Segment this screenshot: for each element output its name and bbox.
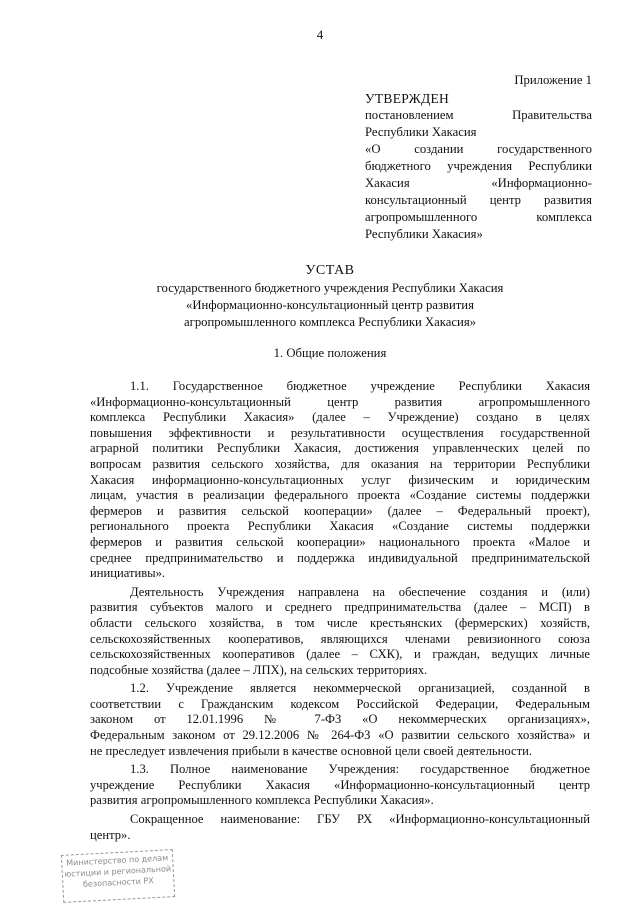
paragraph-line: «Информационно-консультационный центр развития агропромышленного [90, 394, 590, 409]
appendix-line: бюджетного учреждения Республики [365, 159, 592, 173]
paragraph-line: центр». [90, 827, 131, 842]
paragraph-line: законом от 12.01.1996 № 7-ФЗ «О некоммерческих организациях», [90, 712, 590, 727]
body-text [90, 379, 590, 846]
paragraph-line: аграрной политики Республики Хакасия, достижения управленческих целей по [90, 441, 590, 456]
stamp-line: юстиции и региональной [64, 864, 172, 879]
paragraph-line: инициативы». [90, 566, 166, 581]
paragraph-line: подсобные хозяйства (далее – ЛПХ), на сельских территориях. [90, 662, 428, 677]
page-number: 4 [316, 27, 324, 42]
paragraph-line: регионального проекта Республики Хакасия «Создание системы поддержки [90, 519, 590, 534]
paragraph-line: Сокращенное наименование: ГБУ РХ «Информационно-консультационный [130, 812, 590, 827]
paragraph-line: соответствии с Гражданским кодексом Российской Федерации, Федеральным [90, 696, 590, 711]
title-line: государственного бюджетного учреждения Республики Хакасия [156, 281, 504, 295]
paragraph-line: учреждение Республики Хакасия «Информационно-консультационный центр [90, 777, 590, 792]
appendix-line: Хакасия «Информационно- [365, 176, 592, 190]
stamp-line: Министерство по делам [66, 853, 169, 868]
paragraph-line: области сельского хозяйства, в том числе крестьянских (фермерских) хозяйств, [90, 615, 590, 630]
paragraph-line: Деятельность Учреждения направлена на обеспечение создания и (или) [130, 584, 590, 599]
paragraph-line: вопросам развития сельского хозяйства, для оказания на территории Республики [90, 456, 590, 471]
paragraph-line: не преследует извлечения прибыли в качестве основной цели своей деятельности. [90, 743, 532, 758]
title-lines [90, 280, 570, 331]
paragraph-line: развития агропромышленного комплекса Республики Хакасия». [90, 793, 434, 808]
paragraph-line: 1.2. Учреждение является некоммерческой организацией, созданной в [130, 681, 590, 696]
appendix-line: Республики Хакасия» [365, 227, 483, 241]
paragraph [90, 812, 590, 843]
paragraph [90, 681, 590, 759]
paragraph-line: повышения эффективности и результативности осуществления государственной [90, 425, 590, 440]
appendix-block [365, 72, 592, 243]
paragraph [90, 585, 590, 679]
paragraph-line: комплекса Республики Хакасия» (далее – Учреждение) создано в целях [90, 410, 590, 425]
title-line: агропромышленного комплекса Республики Хакасия» [183, 315, 477, 329]
paragraph-line: сельскохозяйственных кооперативов (далее – СХК), и граждан, ведущих личные [90, 647, 590, 662]
document-title [90, 262, 570, 331]
paragraph-line: 1.3. Полное наименование Учреждения: государственное бюджетное [130, 762, 590, 777]
paragraph-line: 1.1. Государственное бюджетное учреждение Республики Хакасия [130, 379, 590, 393]
section-title: 1. Общие положения [273, 346, 387, 360]
appendix-line: «О создании государственного [365, 142, 592, 156]
appendix-line: Республики Хакасия [365, 125, 477, 139]
title-heading: УСТАВ [305, 263, 355, 278]
appendix-line: консультационный центр развития [365, 193, 592, 207]
appendix-label: Приложение 1 [514, 73, 592, 87]
paragraph-line: Хакасия информационно-консультационных услуг физическим и юридическим [90, 472, 590, 487]
paragraph-line: развития субъектов малого и среднего предпринимательства (далее – МСП) в [90, 600, 590, 615]
paragraph-line: фермеров и развития сельской кооперации» национального проекта «Малое и [90, 534, 590, 549]
paragraph [90, 379, 590, 582]
appendix-line: агропромышленного комплекса [365, 210, 592, 224]
title-line: «Информационно-консультационный центр развития [186, 298, 474, 312]
stamp [61, 849, 175, 903]
appendix-line: постановлением Правительства [365, 108, 592, 122]
paragraph-line: среднее предпринимательство и поддержка индивидуальной предпринимательской [90, 550, 590, 565]
approved-heading: УТВЕРЖДЕН [365, 91, 450, 106]
paragraph-line: лицам, участия в реализации федерального проекта «Создание системы поддержки [90, 488, 590, 503]
paragraph [90, 762, 590, 809]
paragraph-line: Федеральным законом от 29.12.2006 № 264-ФЗ «О развитии сельского хозяйства» и [90, 728, 590, 743]
paragraph-line: сельскохозяйственных кооперативов, являющихся членами ревизионного союза [90, 631, 590, 646]
appendix-lines [365, 107, 592, 243]
stamp-line: безопасности РХ [82, 876, 154, 889]
paragraph-line: фермеров и развития сельской кооперации» (далее – Федеральный проект), [90, 503, 590, 518]
